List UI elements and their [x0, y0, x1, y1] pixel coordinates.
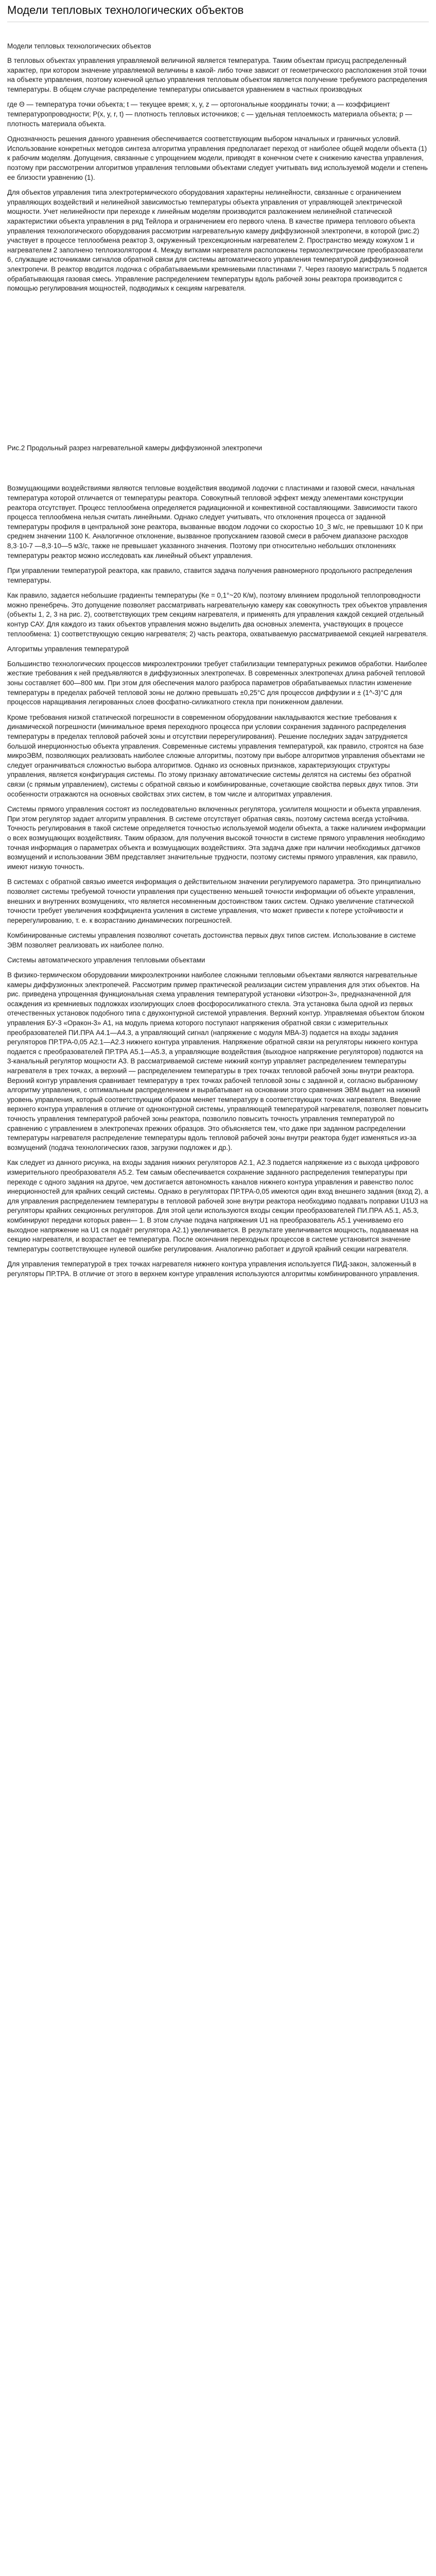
- figure-caption: Рис.2 Продольный разрез нагревательной камеры диффузионной электропечи: [7, 444, 263, 452]
- article-body: [7, 42, 429, 1279]
- paragraph-10: Системы прямого управления состоят из последовательно включенных регулятора, усилителя мощности и объекта управления. При этом регулятор задает алгоритм управления. В системе отсутствует обратная связь, поэтому система всегда устойчива. Точность регулирования в такой системе определяется точностью используемой модели объекта, а также наличием информации о всех возмущающих воздействиях. Таким образом, для получения высокой точности в системе прямого управления необходимо точная информация о параметрах объекта и возмущающих воздействиях. Эта задача даже при наличии необходимых датчиков возмущений и использовании ЭВМ представляет значительные трудности, поэтому системы прямого управления, как правило, имеют низкую точность.: [7, 805, 426, 871]
- paragraph-1: В тепловых объектах управления управляемой величиной является температура. Таким объектам присущ распределенный характер, при котором значение управляемой величины в какой- либо точке зависит от геометрического расположения этой точки на объекте управления, поэтому конечной целью управления тепловым объектом является получение требуемого распределения температуры. В общем случае распределение температуры описывается уравнением в частных производных: [7, 57, 427, 93]
- page-title: Модели тепловых технологических объектов: [7, 0, 429, 22]
- paragraph-6: При управлении температурой реактора, как правило, ставится задача получения равномерного продольного распределения температуры.: [7, 567, 412, 584]
- paragraph-15: Как следует из данного рисунка, на входы задания нижних регуляторов А2.1, А2.3 подается напряжение из с выхода цифрового измерительного преобразователя А5.2. Тем самым обеспечивается сохранение заданного распределения температуры при переходе с одного задания на другое, чем достигается автономность каналов нижнего контура управления и равенство полос инерционностей для крайних секций системы. Однако в регуляторах ПР.ТРА-0,05 имеются один вход внешнего задания (вход 2), а для управления распределением температуры в тепловой рабочей зоне внутри реактора необходимо подавать поправки U1U3 на регуляторы крайних секционных регуляторов. Для этой цели используются входы секции преобразователей ПИ.ПРА А5.1, А5.3, комбинируют передачи которых равен— 1. В этом случае подача напряжения U1 на преобразователь А5.1 учениваемо его выходное напряжение на U1 ся подаёт регулятора А2.1) увеличивается. В результате увеличивается мощность, подаваемая на секцию нагревателя, и возрастает ее температура. После окончания переходных процессов в системе установится значение температуры соответствующее нулевой ошибке регулирования. Аналогично работает и другой крайний секции нагревателя.: [7, 1159, 428, 1253]
- spacer: [7, 22, 429, 42]
- article-heading: Модели тепловых технологических объектов: [7, 42, 151, 50]
- paragraph-16: Для управления температурой в трех точках нагревателя нижнего контура управления используется ПИД-закон, заложенный в регуляторы ПР.ТРА. В отличие от этого в верхнем контуре управления используются алгоритмы комбинированного управления.: [7, 1260, 420, 1278]
- figure-placeholder: [7, 299, 429, 444]
- section-heading-systems: Системы автоматического управления тепловыми объектами: [7, 956, 205, 964]
- paragraph-2: где Θ — температура точки объекта; t — текущее время; x, y, z — ортогональные координаты точки; a — коэффициент температуропроводности; P(x, y, r, t) — плотность тепловых источников; c — удельная теплоемкость материала объекта; p — плотность материала объекта.: [7, 100, 412, 128]
- paragraph-11: В системах с обратной связью имеется информация о действительном значении регулируемого параметра. Это принципиально позволяет системы требуемой точности управления при существенно меньшей точности информации об объекте управления, внешних и внутренних возмущениях, что является несомненным достоинством таких систем. Однако увеличение статической точности требует увеличения коэффициента усиления в системе управления, что может привести к потере устойчивости и перерегулированию, т. е. к возрастанию динамических погрешностей.: [7, 878, 421, 924]
- paragraph-8: Большинство технологических процессов микроэлектроники требует стабилизации температурных режимов обработки. Наиболее жесткие требования к ней предъявляются в диффузионных электропечах. В современных электропечах длина рабочей тепловой зоны составляет 600—800 мм. При этом для обеспечения малого разброса параметров обрабатываемых пластин изменение температуры в пределах рабочей тепловой зоны не должно превышать ±0,25°С для процессов диффузии и ± (1^-3)°С для процессов наращивания легированных слоев фосфатно-силикатного стекла при пониженном давлении.: [7, 659, 427, 706]
- paragraph-7: Как правило, задается небольшие градиенты температуры (Ке = 0,1°~20 К/м), поэтому влиянием продольной теплопроводности можно пренебречь. Это допущение позволяет рассматривать нагревательную камеру как совокупность трех объектов управления (объекты 1, 2, 3 на рис. 2), соответствующих трем секциям нагревателя, и применять для управления каждой секцией отдельный контур САУ. Для каждого из таких объектов управления можно выделить два основных элемента, участвующих в процессе теплообмена: 1) соответствующую секцию нагревателя; 2) часть реактора, охватываемую рассматриваемой секцией нагревателя.: [7, 591, 428, 638]
- paragraph-5: Возмущающими воздействиями являются тепловые воздействия вводимой лодочки с пластинами и газовой смеси, начальная температура которой отличается от температуры реактора. Совокупный тепловой эффект между элементами конструкции реактора отсутствует. Процесс теплообмена определяется радиационной и конвективной составляющими. Зависимости такого процесса теплообмена нельзя считать линейными. Однако следует учитывать, что отклонения процесса от заданной температуры профиля в центральной зоне реактора, вызванные вводом лодочки со скоростью 10_3 м/с, не превышают 10 К при среднем значении 1100 К. Аналогичное отклонение, вызванное пропусканием газовой смеси в рабочем диапазоне расходов 8,3·10-7 —8,3·10—5 м3/с, также не превышает указанного значения. Поэтому при относительно небольших отклонениях температуры реактор можно исследовать как линейный объект управления.: [7, 484, 423, 560]
- paragraph-9: Кроме требования низкой статической погрешности в современном оборудовании накладываются жесткие требования к динамической погрешности (минимальное время переходного процесса при условии сохранения заданного распределения температуры в пределах тепловой рабочей зоны и отсутствии перерегулирования). Решение последних задач затрудняется большой инерционностью объекта управления. Современные системы управления температурой, как правило, строятся на базе микроЭВМ, позволяющих реализовать наиболее сложные алгоритмы, поэтому при выборе алгоритмов управления объектами не следует ограничиваться сложностью выбора алгоритмов. Однако из основных признаков, характеризующих структуры управления, является конфигурация системы. По этому признаку автоматические системы делятся на системы без обратной связи (с прямым управлением), системы с обратной связью и комбинированные, сочетающие свойства первых двух типов. Эти особенности отражаются на основных свойствах этих систем, в том числе и алгоритмах управления.: [7, 713, 425, 798]
- paragraph-12: Комбинированные системы управления позволяют сочетать достоинства первых двух типов систем. Использование в системе ЭВМ позволяет реализовать их наиболее полно.: [7, 931, 416, 949]
- paragraph-14: В физико-термическом оборудовании микроэлектроники наиболее сложными тепловыми объектами являются нагревательные камеры диффузионных электропечей. Рассмотрим пример практической реализации систем управления для этих объектов. На рис. приведена упрощенная функциональная схема управления температурой установки «Изотрон-3», предназначенной для осаждения из кремниевых подложках изолирующих слоев фосфоросиликатного стекла. Эта установка была одной из первых отечественных установок подобного типа с двухконтурной системой управления. Верхний контур. Управляемая объектом блоком управления БУ-3 «Оракон-3» А1, на модуль приема которого поступают напряжения обратной связи с измерительных преобразователей ПИ.ПРА А4.1—А4.3, а управляющий сигнал (напряжение с модуля МВА-3) подается на входы задания регуляторов ПР.ТРА-0,05 А2.1—А2.3 нижнего контура управления. Напряжение обратной связи на регуляторы нижнего контура подается с преобразователей ПР.ТРА А5.1—А5.3, а управляющие воздействия (выходное напряжение регуляторов) подаются на 3-канальный регулятор мощности А3. В рассматриваемой системе нижний контур управляет распределением температуры нагревателя в трех точках, а верхний — распределением температуры в трех точках тепловой рабочей зоны внутри реактора. Верхний контур управления сравнивает температуру в трех точках рабочей тепловой зоны с заданной и, согласно выбранному алгоритму управления, с оптимальным распределением и вырабатывает на основании этого сравнения ЭВМ выдает на нижний уровень управления, который соответствующим образом меняет температуру в соответствующих точках нагревателя. Введение верхнего контура управления в отличие от одноконтурной системы, управляющей температурой нагревателя, позволяет повысить точность управления температурой рабочей зоны реактора, позволило повысить точность управления температурой по сравнению с управлением в электропечах прежних образцов. Это объясняется тем, что даже при заданном распределении температуры нагревателя распределение температуры вдоль тепловой рабочей зоны внутри реактора будет изменяться из-за возмущений (подача технологических газов, загрузки подложек и др.).: [7, 971, 429, 1151]
- section-heading-algorithms: Алгоритмы управления температурой: [7, 645, 129, 653]
- page: [0, 0, 436, 1279]
- paragraph-3: Однозначность решения данного уравнения обеспечивается соответствующим выбором начальных и граничных условий. Использование конкретных методов синтеза алгоритма управления предполагает переход от наиболее общей модели объекта (1) к рабочим моделям. Допущения, связанные с упрощением модели, приводят в конечном счете к снижению качества управления, поэтому при рассмотрении алгоритмов управления тепловыми объектами следует учитывать вид используемой модели и степень ее близости уравнению (1).: [7, 135, 428, 181]
- paragraph-4: Для объектов управления типа электротермического оборудования характерны нелинейности, связанные с ограничением управляющих воздействий и нелинейной зависимостью температуры объекта управления от управляющей электрической мощности. Учет нелинейности при переходе к линейным моделям производится разложением нелинейной статической характеристики объекта управления в ряд Тейлора и ограничением его первого члена. В качестве примера теплового объекта управления технологического оборудования рассмотрим нагревательную камеру диффузионной электропечи, в которой (рис.2) участвует в процессе теплообмена реактор 3, окруженный трехсекционным нагревателем 2. Пространство между кожухом 1 и нагревателем 2 заполнено теплоизолятором 4. Между витками нагревателя расположены термоэлектрические преобразователи 6, служащие источниками сигналов обратной связи для системы автоматического управления температурой диффузионной электропечи. В реактор вводится лодочка с обрабатываемыми кремниевыми пластинами 7. Через газовую магистраль 5 подается обрабатывающая газовая смесь. Управление распределением температуры вдоль рабочей зоны реактора производится с помощью регулирования мощностей, подводимых к секциям нагревателя.: [7, 189, 427, 293]
